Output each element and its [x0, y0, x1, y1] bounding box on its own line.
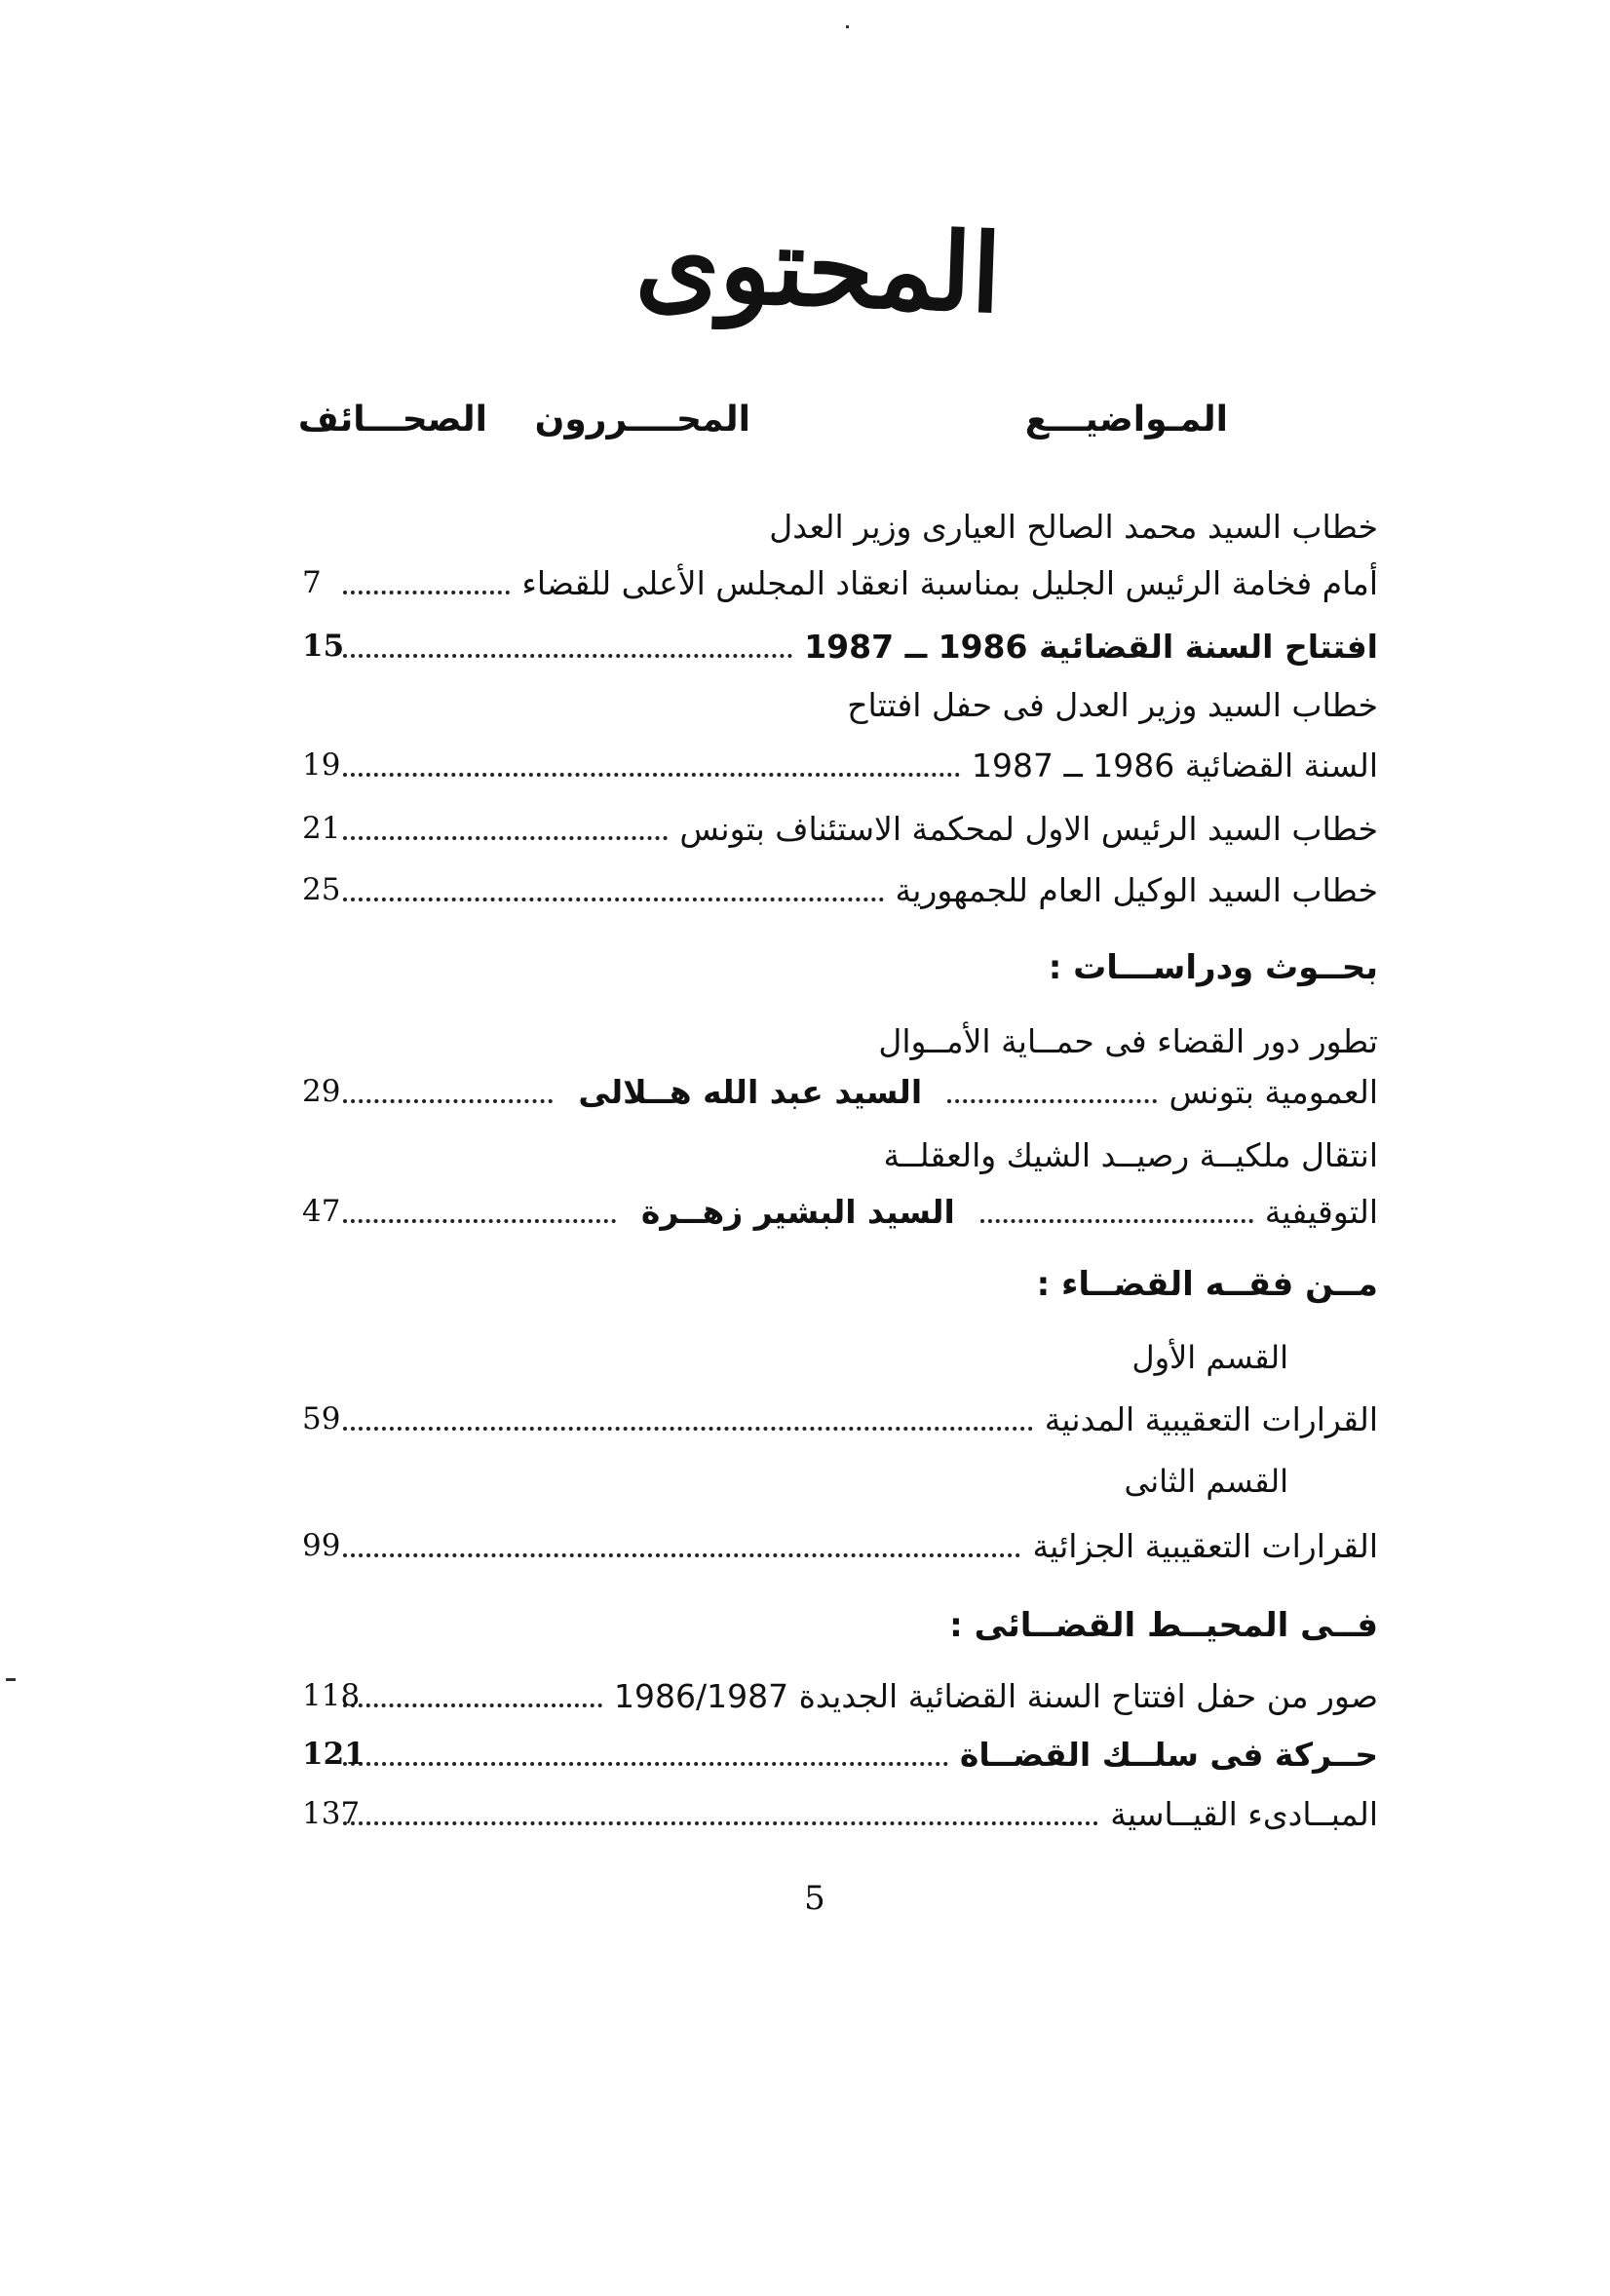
leader-dots [980, 1219, 1253, 1223]
entry-title: خطاب السيد الرئيس الاول لمحكمة الاستئناف بتونس [679, 809, 1378, 848]
toc-entry [302, 1727, 1378, 1781]
leader-dots [343, 1099, 553, 1103]
leader-dots [343, 1821, 1098, 1825]
leader-dots [343, 836, 668, 840]
entry-author: السيد عبد الله هــلالى [578, 1072, 923, 1111]
leader-dots [343, 1553, 1020, 1557]
entry-title: القرارات التعقيبية المدنية [1044, 1399, 1378, 1438]
leader-dots [343, 654, 792, 658]
entry-title: افتتاح السنة القضائية 1986 ــ 1987 [804, 627, 1378, 666]
header-editors: المحــــررون [534, 400, 750, 440]
entry-page-number: 15 [302, 629, 345, 664]
entry-page-number: 25 [302, 872, 341, 907]
toc-entry [302, 1518, 1378, 1573]
entry-page-number: 99 [302, 1528, 341, 1563]
toc-entry [302, 1184, 1378, 1239]
entry-page-number: 21 [302, 811, 341, 846]
toc-entry [331, 1128, 1378, 1182]
toc-entry [302, 738, 1378, 792]
leader-dots [343, 1427, 1033, 1431]
entry-author: السيد البشير زهــرة [640, 1192, 955, 1231]
header-pages: الصحـــائف [297, 400, 487, 440]
entry-page-number: 7 [302, 565, 322, 600]
leader-dots [343, 773, 960, 777]
entry-page-number: 59 [302, 1401, 341, 1436]
entry-page-number: 121 [302, 1737, 365, 1772]
toc-entry [302, 1668, 1378, 1723]
entry-title: القرارات التعقيبية الجزائية [1032, 1526, 1378, 1565]
subsection-label: القسم الأول [1131, 1339, 1288, 1376]
toc-entry [331, 677, 1378, 732]
entry-title: تطور دور القضاء فى حمــاية الأمــوال [878, 1021, 1378, 1060]
entry-page-number: 29 [302, 1074, 341, 1109]
leader-dots [343, 591, 510, 594]
leader-dots [947, 1099, 1157, 1103]
page-title: المحتوى [633, 198, 1004, 337]
entry-page-number: 137 [302, 1796, 361, 1831]
entry-title: العمومية بتونس [1169, 1072, 1378, 1111]
toc-entry [302, 801, 1378, 856]
toc-entry [302, 619, 1378, 673]
subsection-label: القسم الثانى [1124, 1463, 1288, 1500]
entry-title: خطاب السيد وزير العدل فى حفل افتتاح [847, 685, 1378, 724]
entry-page-number: 118 [302, 1678, 361, 1713]
entry-title: التوقيفية [1264, 1192, 1378, 1231]
entry-title: أمام فخامة الرئيس الجليل بمناسبة انعقاد المجلس الأعلى للقضاء [521, 563, 1378, 602]
entry-page-number: 47 [302, 1194, 341, 1229]
toc-entry [302, 1064, 1378, 1119]
leader-dots [343, 1703, 602, 1707]
toc-entry [302, 555, 1378, 610]
entry-title: السنة القضائية 1986 ــ 1987 [971, 746, 1378, 784]
section-heading-environment: فــى المحيــط القضــائى : [949, 1606, 1378, 1645]
entry-title: خطاب السيد محمد الصالح العيارى وزير العدل [769, 507, 1378, 546]
leader-dots [343, 1219, 616, 1223]
section-heading-research: بحــوث ودراســـات : [1048, 948, 1378, 987]
leader-dots [343, 1762, 948, 1766]
entry-title: خطاب السيد الوكيل العام للجمهورية [895, 870, 1378, 909]
toc-entry [331, 1014, 1378, 1068]
entry-page-number: 19 [302, 747, 341, 783]
toc-entry [302, 1392, 1378, 1446]
section-heading-jurisprudence: مــن فقــه القضــاء : [1036, 1265, 1378, 1304]
entry-title: حــركة فى سلــك القضــاة [959, 1735, 1378, 1774]
entry-title: صور من حفل افتتاح السنة القضائية الجديدة 1986/1987 [613, 1676, 1378, 1715]
leader-dots [343, 898, 884, 901]
toc-entry [331, 499, 1378, 554]
entry-title: المبــادىء القيــاسية [1110, 1794, 1378, 1833]
toc-entry [302, 862, 1378, 917]
entry-title: انتقال ملكيــة رصيــد الشيك والعقلــة [883, 1135, 1378, 1174]
toc-entry [302, 1786, 1378, 1841]
page-number: 5 [804, 1879, 825, 1918]
header-topics: المـواضيـــع [1024, 400, 1228, 440]
